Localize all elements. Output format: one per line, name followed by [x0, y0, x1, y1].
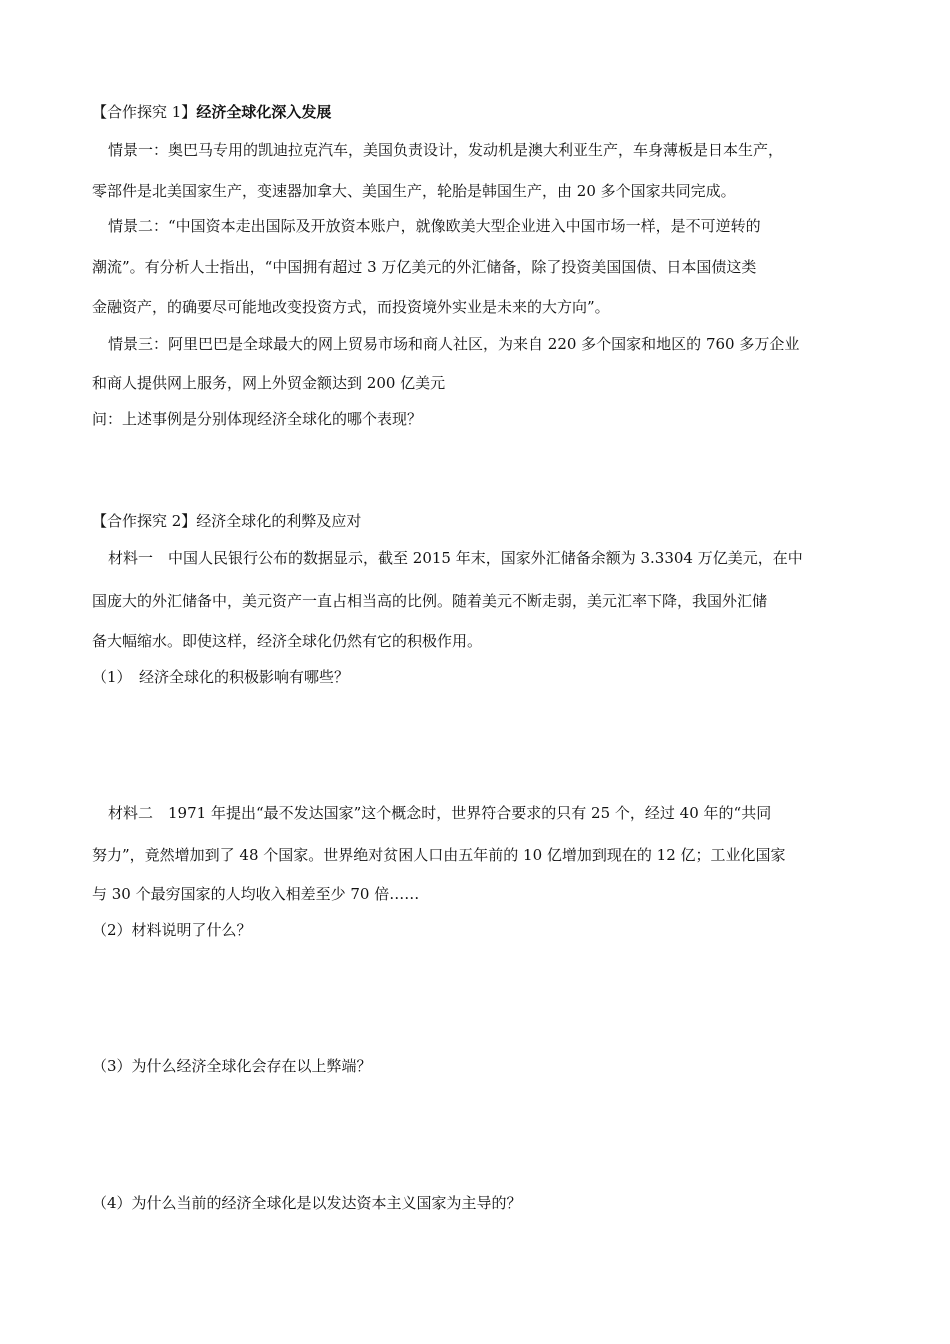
section1-title: 经济全球化深入发展 [196, 103, 332, 121]
scene3-line-2: 和商人提供网上服务，网上外贸金额达到 200 亿美元 [92, 374, 446, 392]
scene1-line-2: 零部件是北美国家生产，变速器加拿大、美国生产，轮胎是韩国生产，由 20 多个国家共同完成。 [92, 182, 736, 200]
question-1: （1） 经济全球化的积极影响有哪些？ [92, 668, 350, 686]
question-3: （3）为什么经济全球化会存在以上弊端？ [92, 1057, 372, 1075]
material1-line-2: 国庞大的外汇储备中，美元资产一直占相当高的比例。随着美元不断走弱，美元汇率下降，我国外汇储 [92, 592, 768, 610]
section1-heading [92, 102, 331, 122]
section2-heading: 【合作探究 2】经济全球化的利弊及应对 [92, 512, 362, 530]
section1-question: 问：上述事例是分别体现经济全球化的哪个表现？ [92, 410, 423, 428]
question-2: （2）材料说明了什么？ [92, 921, 252, 939]
scene3-line-1: 情景三：阿里巴巴是全球最大的网上贸易市场和商人社区，为来自 220 多个国家和地区的 760 多万企业 [108, 335, 800, 353]
question-4: （4）为什么当前的经济全球化是以发达资本主义国家为主导的？ [92, 1194, 522, 1212]
material1-line-3: 备大幅缩水。即使这样，经济全球化仍然有它的积极作用。 [92, 632, 483, 650]
scene1-line-1: 情景一：奥巴马专用的凯迪拉克汽车，美国负责设计，发动机是澳大利亚生产，车身薄板是日本生产， [108, 141, 784, 159]
material1-line-1: 材料一 中国人民银行公布的数据显示，截至 2015 年末，国家外汇储备余额为 3.3304 万亿美元，在中 [108, 549, 803, 567]
scene2-line-1: 情景二：“中国资本走出国际及开放资本账户，就像欧美大型企业进入中国市场一样，是不可逆转的 [108, 217, 761, 235]
material2-line-1: 材料二 1971 年提出“最不发达国家”这个概念时，世界符合要求的只有 25 个，经过 40 年的“共同 [108, 804, 772, 822]
section1-bracket-title: 【合作探究 1】 [92, 103, 197, 121]
material2-line-3: 与 30 个最穷国家的人均收入相差至少 70 倍…… [92, 885, 420, 903]
scene2-line-3: 金融资产，的确要尽可能地改变投资方式，而投资境外实业是未来的大方向”。 [92, 298, 610, 316]
material2-line-2: 努力”，竟然增加到了 48 个国家。世界绝对贫困人口由五年前的 10 亿增加到现在的 12 亿；工业化国家 [92, 846, 786, 864]
scene2-line-2: 潮流”。有分析人士指出，“中国拥有超过 3 万亿美元的外汇储备，除了投资美国国债、日本国债这类 [92, 258, 757, 276]
